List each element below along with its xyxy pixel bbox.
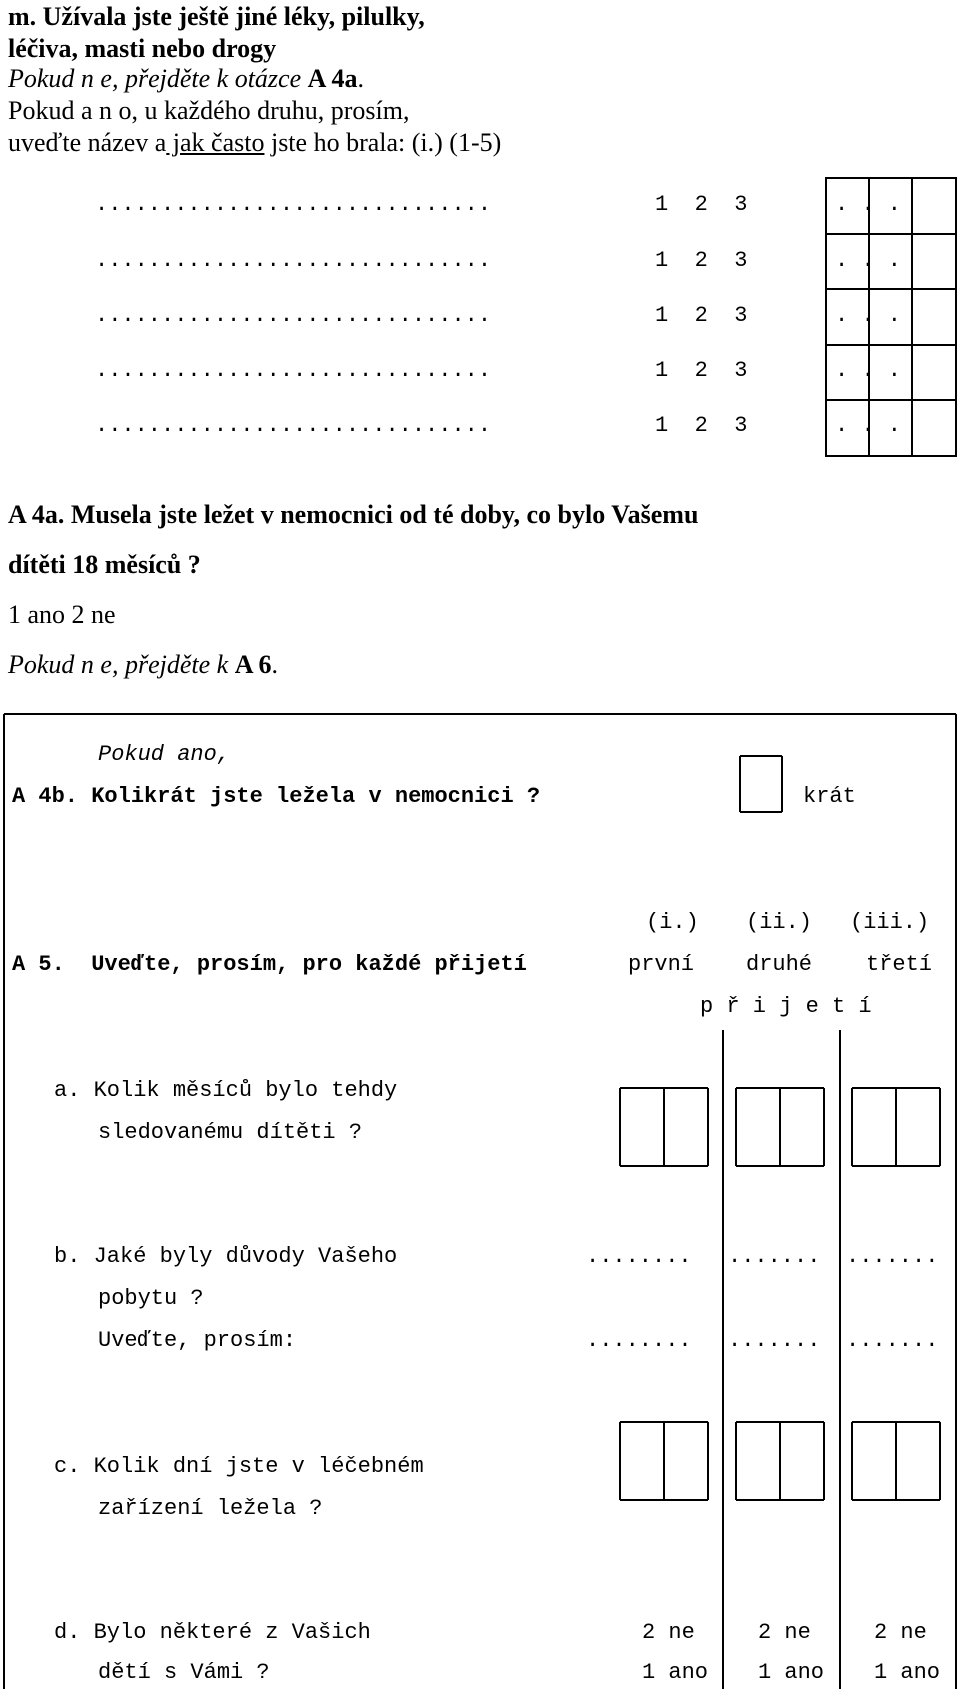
col-name-3: třetí [866,952,933,977]
col-name-2: druhé [746,952,813,977]
med-row-5-dots[interactable]: .............................. [95,413,492,438]
instr-post: jste ho brala: (i.) (1-5) [264,128,502,157]
answer-ne-3[interactable]: 2 ne [874,1620,927,1645]
question-a5a-line2: sledovanému dítěti ? [98,1120,363,1145]
question-a4b-unit: krát [803,784,856,809]
skip-text: Pokud n e, přejděte k otázce [8,64,308,93]
med-code-grid [0,0,960,470]
med-row-2-code[interactable]: . . . [835,248,902,273]
question-a5a-line1: a. Kolik měsíců bylo tehdy [54,1078,398,1103]
med-row-1-code[interactable]: . . . [835,192,902,217]
question-a5d-line2: dětí s Vámi ? [98,1660,270,1685]
reason-dots-3b[interactable]: ....... [846,1328,939,1353]
med-row-3-options[interactable]: 1 2 3 [655,303,748,328]
col-number-3: (iii.) [850,910,930,935]
question-a5b-line3: Uveďte, prosím: [98,1328,297,1353]
med-row-2-dots[interactable]: .............................. [95,248,492,273]
question-a5c-line2: zařízení ležela ? [98,1496,323,1521]
question-a4b-condition: Pokud ano, [98,742,231,767]
skip-target: A 4a [307,64,358,93]
days-box-1[interactable] [621,1423,707,1499]
section-frame [0,700,960,1689]
question-a4a-line1: A 4a. Musela jste ležet v nemocnici od té doby, co bylo Vašemu [8,500,699,529]
question-a5-label: A 5. Uveďte, prosím, pro každé přijetí [12,952,527,977]
med-row-2-options[interactable]: 1 2 3 [655,248,748,273]
answer-ano-2[interactable]: 1 ano [758,1660,825,1685]
skip-target: A 6 [234,650,272,679]
reason-dots-3a[interactable]: ....... [846,1244,939,1269]
med-row-4-dots[interactable]: .............................. [95,358,492,383]
days-box-3[interactable] [853,1423,939,1499]
months-box-1[interactable] [621,1089,707,1165]
days-box-2[interactable] [737,1423,823,1499]
med-row-1-options[interactable]: 1 2 3 [655,192,748,217]
instr-pre: uveďte název a [8,128,167,157]
question-a5c-line1: c. Kolik dní jste v léčebném [54,1454,424,1479]
question-a4a-line2: dítěti 18 měsíců ? [8,550,201,579]
answer-ne-2[interactable]: 2 ne [758,1620,811,1645]
instr-underlined: jak často [166,128,265,157]
months-box-3[interactable] [853,1089,939,1165]
a4b-count-box[interactable] [741,757,781,811]
skip-text: Pokud n e, přejděte k [8,650,235,679]
admission-label: p ř i j e t í [700,994,872,1019]
answer-ano-1[interactable]: 1 ano [642,1660,709,1685]
question-a5b-line1: b. Jaké byly důvody Vašeho [54,1244,398,1269]
reason-dots-1b[interactable]: ........ [586,1328,692,1353]
reason-dots-2a[interactable]: ....... [728,1244,821,1269]
question-m-instr-line1: Pokud a n o, u každého druhu, prosím, [8,96,410,125]
answer-ne-1[interactable]: 2 ne [642,1620,695,1645]
question-a4a-skip [8,650,278,680]
months-box-2[interactable] [737,1089,823,1165]
answer-ano-3[interactable]: 1 ano [874,1660,941,1685]
reason-dots-2b[interactable]: ....... [728,1328,821,1353]
question-m-title-line1: m. Užívala jste ještě jiné léky, pilulky, [8,2,425,31]
question-a5d-line1: d. Bylo některé z Vašich [54,1620,371,1645]
col-name-1: první [628,952,695,977]
med-row-4-code[interactable]: . . . [835,358,902,383]
med-row-4-options[interactable]: 1 2 3 [655,358,748,383]
question-a4b-label: A 4b. Kolikrát jste ležela v nemocnici ? [12,784,541,809]
question-a4a-answers[interactable]: 1 ano 2 ne [8,600,116,629]
med-row-1-dots[interactable]: .............................. [95,192,492,217]
med-row-5-options[interactable]: 1 2 3 [655,413,748,438]
reason-dots-1a[interactable]: ........ [586,1244,692,1269]
question-m-title-line2: léčiva, masti nebo drogy [8,34,277,63]
med-row-3-code[interactable]: . . . [835,303,902,328]
med-row-3-dots[interactable]: .............................. [95,303,492,328]
skip-suffix: . [357,64,364,93]
question-a5b-line2: pobytu ? [98,1286,204,1311]
col-number-2: (ii.) [746,910,813,935]
med-row-5-code[interactable]: . . . [835,413,902,438]
col-number-1: (i.) [646,910,699,935]
skip-suffix: . [271,650,279,679]
